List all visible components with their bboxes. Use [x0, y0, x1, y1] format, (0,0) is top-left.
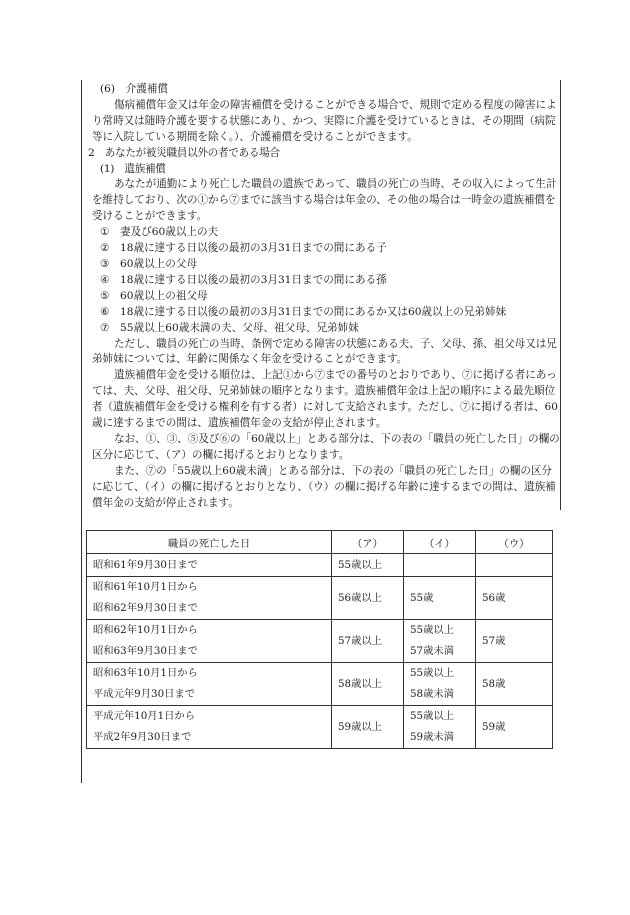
header-u: （ウ） [476, 531, 553, 554]
table-row [87, 706, 553, 749]
cell-i [404, 577, 476, 620]
list-item-number: ② [100, 242, 110, 255]
date-from: 昭和61年10月1日から [93, 581, 198, 593]
eligibility-list [86, 225, 560, 336]
paragraph-age-note-a: なお、①、③、⑤及び⑥の「60歳以上」とある部分は、下の表の「職員の死亡した日」の欄の区分に応じて、（ア）の欄に掲げるとおりとなります。 [92, 432, 560, 461]
paragraph-care-compensation: 傷病補償年金又は年金の障害補償を受けることができる場合で、規則で定める程度の障害により常時又は随時介護を要する状態にあり、かつ、実際に介護を受けているときは、その期間（病院等に入院している期間を除く。）、介護補償を受けることができます。 [92, 98, 557, 143]
list-item [86, 305, 560, 321]
cell-a: 59歳以上 [332, 706, 404, 749]
paragraph-survivor-intro: あなたが通勤により死亡した職員の遺族であって、職員の死亡の当時、その収入によって生計を維持しており、次の①から⑦までに該当する場合は年金の、その他の場合は一時金の遺族補償を受けることができます。 [92, 178, 557, 223]
list-item-text: 18歳に達する日以後の最初の3月31日までの間にある孫 [120, 273, 387, 286]
cell-i-line2: 57歳未満 [410, 645, 454, 657]
age-table [86, 530, 553, 749]
list-item [86, 289, 560, 305]
left-margin-rule [81, 80, 82, 783]
list-item-number: ③ [100, 257, 110, 270]
date-from: 昭和63年10月1日から [93, 667, 198, 679]
table-row [87, 554, 553, 577]
cell-i [404, 554, 476, 577]
cell-i-line2: 58歳未満 [410, 688, 454, 700]
cell-death-date [87, 620, 332, 663]
date-from: 昭和62年10月1日から [93, 624, 198, 636]
cell-i [404, 706, 476, 749]
section-heading-2: 2 あなたが被災職員以外の者である場合 [88, 146, 280, 159]
table-body [87, 554, 553, 749]
cell-u: 57歳 [476, 620, 553, 663]
cell-death-date [87, 663, 332, 706]
list-item-text: 18歳に達する日以後の最初の3月31日までの間にある子 [120, 242, 387, 255]
date-from: 平成元年10月1日から [93, 710, 196, 722]
cell-a: 58歳以上 [332, 663, 404, 706]
list-item-text: 60歳以上の祖父母 [120, 289, 208, 302]
date-to: 平成2年9月30日まで [93, 731, 192, 743]
cell-a: 57歳以上 [332, 620, 404, 663]
list-item-text: 55歳以上60歳未満の夫、父母、祖父母、兄弟姉妹 [120, 321, 359, 334]
cell-u: 56歳 [476, 577, 553, 620]
cell-death-date [87, 554, 332, 577]
list-item [86, 321, 560, 337]
table-row [87, 577, 553, 620]
age-table-wrapper [86, 530, 552, 749]
list-item [86, 257, 560, 273]
cell-u [476, 554, 553, 577]
heading-survivor-compensation: (1) 遺族補償 [100, 162, 166, 175]
table-row [87, 663, 553, 706]
cell-u: 59歳 [476, 706, 553, 749]
list-item-text: 18歳に達する日以後の最初の3月31日までの間にあるか又は60歳以上の兄弟姉妹 [120, 305, 507, 318]
list-item-number: ⑦ [100, 321, 110, 334]
list-item [86, 241, 560, 257]
cell-u: 58歳 [476, 663, 553, 706]
date-to: 昭和62年9月30日まで [93, 602, 198, 614]
cell-i-line1: 55歳以上 [410, 667, 454, 679]
cell-i-line1: 55歳以上 [410, 624, 454, 636]
date-to: 平成元年9月30日まで [93, 688, 196, 700]
date-from: 昭和61年9月30日まで [93, 559, 198, 571]
header-i: （イ） [404, 531, 476, 554]
date-to: 昭和63年9月30日まで [93, 645, 198, 657]
list-item-text: 妻及び60歳以上の夫 [120, 226, 219, 239]
paragraph-age-note-b: また、⑦の「55歳以上60歳未満」とある部分は、下の表の「職員の死亡した日」の欄の区分に応じて、（イ）の欄に掲げるとおりとなり、（ウ）の欄に掲げる年齢に達するまでの間は、遺族補償年金の支給が停止されます。 [92, 464, 556, 509]
body-text [86, 82, 560, 511]
cell-death-date [87, 577, 332, 620]
list-item-number: ⑥ [100, 305, 110, 318]
heading-care-compensation: (6) 介護補償 [100, 83, 168, 95]
cell-i [404, 663, 476, 706]
list-item [86, 273, 560, 289]
paragraph-priority-order: 遺族補償年金を受ける順位は、上記①から⑦までの番号のとおりであり、⑦に掲げる者にあっては、夫、父母、祖父母、兄弟姉妹の順序となります。遺族補償年金は上記の順序による最先順位者（遺族補償年金を受ける権利を有する者）に対して支給されます。ただし、⑦に掲げる者は、60歳に達するまでの間は、遺族補償年金の支給が停止されます。 [92, 369, 558, 430]
right-margin-rule [560, 80, 561, 510]
list-item-number: ⑤ [100, 289, 110, 302]
table-header-row [87, 531, 553, 554]
header-death-date: 職員の死亡した日 [87, 531, 332, 554]
list-item-number: ④ [100, 273, 110, 286]
table-row [87, 620, 553, 663]
paragraph-proviso: ただし、職員の死亡の当時、条例で定める障害の状態にある夫、子、父母、孫、祖父母又は兄弟姉妹については、年齢に関係なく年金を受けることができます。 [92, 337, 557, 366]
cell-a: 55歳以上 [332, 554, 404, 577]
list-item-text: 60歳以上の父母 [120, 257, 198, 270]
list-item-number: ① [100, 226, 110, 239]
cell-i-line2: 59歳未満 [410, 731, 454, 743]
cell-i-line1: 55歳 [410, 591, 434, 604]
header-a: （ア） [332, 531, 404, 554]
cell-i [404, 620, 476, 663]
cell-death-date [87, 706, 332, 749]
cell-i-line1: 55歳以上 [410, 710, 454, 722]
list-item [86, 225, 560, 241]
cell-a: 56歳以上 [332, 577, 404, 620]
